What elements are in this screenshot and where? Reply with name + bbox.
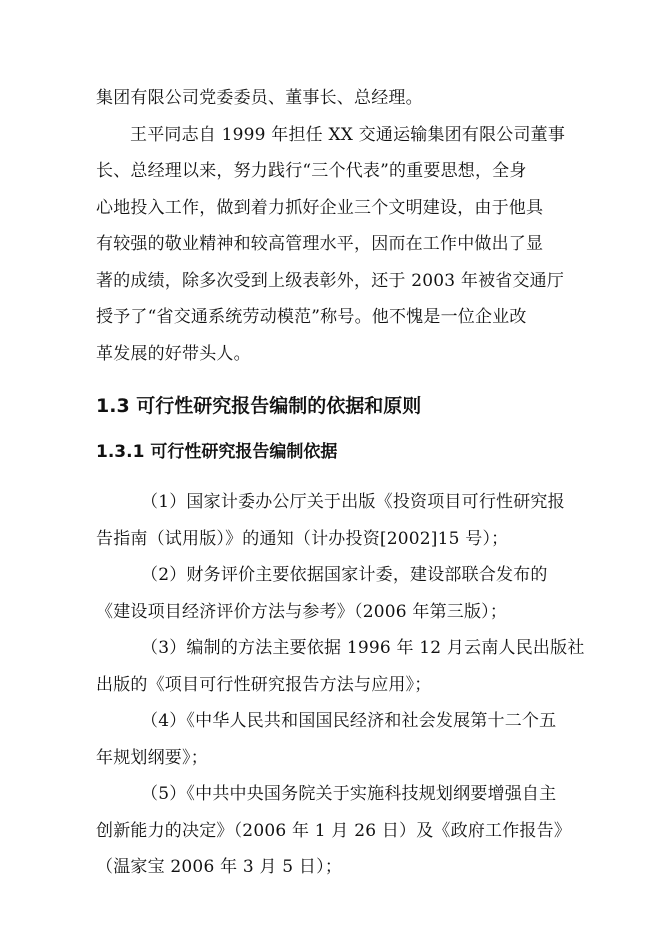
text-line: 心地投入工作，做到着力抓好企业三个文明建设，由于他具 [96,197,544,218]
text-line: 革发展的好带头人。 [96,343,251,364]
text-line: 长、总经理以来，努力践行“三个代表”的重要思想，全身 [96,161,527,181]
basis-item-1 [96,484,572,557]
text-line: 《建设项目经济评价方法与参考》（2006 年第三版）； [96,601,508,622]
text-line: 著的成绩，除多次受到上级表彰外，还于 2003 年被省交通厅 [96,270,565,291]
text-line: 王平同志自 1999 年担任 XX 交通运输集团有限公司董事 [130,124,566,145]
basis-item-5 [96,776,572,886]
intro-paragraph [96,80,572,117]
text-line: 集团有限公司党委委员、董事长、总经理。 [96,88,423,108]
text-line: （2）财务评价主要依据国家计委，建设部联合发布的 [141,565,548,585]
bio-paragraph [96,117,572,373]
section-heading: 1.3 可行性研究报告编制的依据和原则 [96,395,422,417]
subsection-heading: 1.3.1 可行性研究报告编制依据 [96,442,338,462]
document-body [96,80,585,886]
text-line: 出版的《项目可行性研究报告方法与应用》； [96,674,432,695]
text-line: （1）国家计委办公厅关于出版《投资项目可行性研究报 [141,492,565,512]
basis-item-3 [96,630,585,703]
text-line: 创新能力的决定》（2006 年 1 月 26 日）及《政府工作报告》 [96,820,572,841]
basis-item-4 [96,703,572,776]
text-line: （3）编制的方法主要依据 1996 年 12 月云南人民出版社 [141,638,585,658]
text-line: （5）《中共中央国务院关于实施科技规划纲要增强自主 [141,784,557,804]
text-line: 授予了“省交通系统劳动模范”称号。他不愧是一位企业改 [96,307,527,327]
text-line: （4）《中华人民共和国国民经济和社会发展第十二个五 [141,711,557,731]
text-line: 告指南（试用版）》的通知（计办投资[2002]15 号）； [96,528,509,549]
text-line: 年规划纲要》； [96,747,208,768]
basis-item-2 [96,557,572,630]
text-line: 有较强的敬业精神和较高管理水平，因而在工作中做出了显 [96,234,544,254]
text-line: （温家宝 2006 年 3 月 5 日）； [96,857,343,877]
